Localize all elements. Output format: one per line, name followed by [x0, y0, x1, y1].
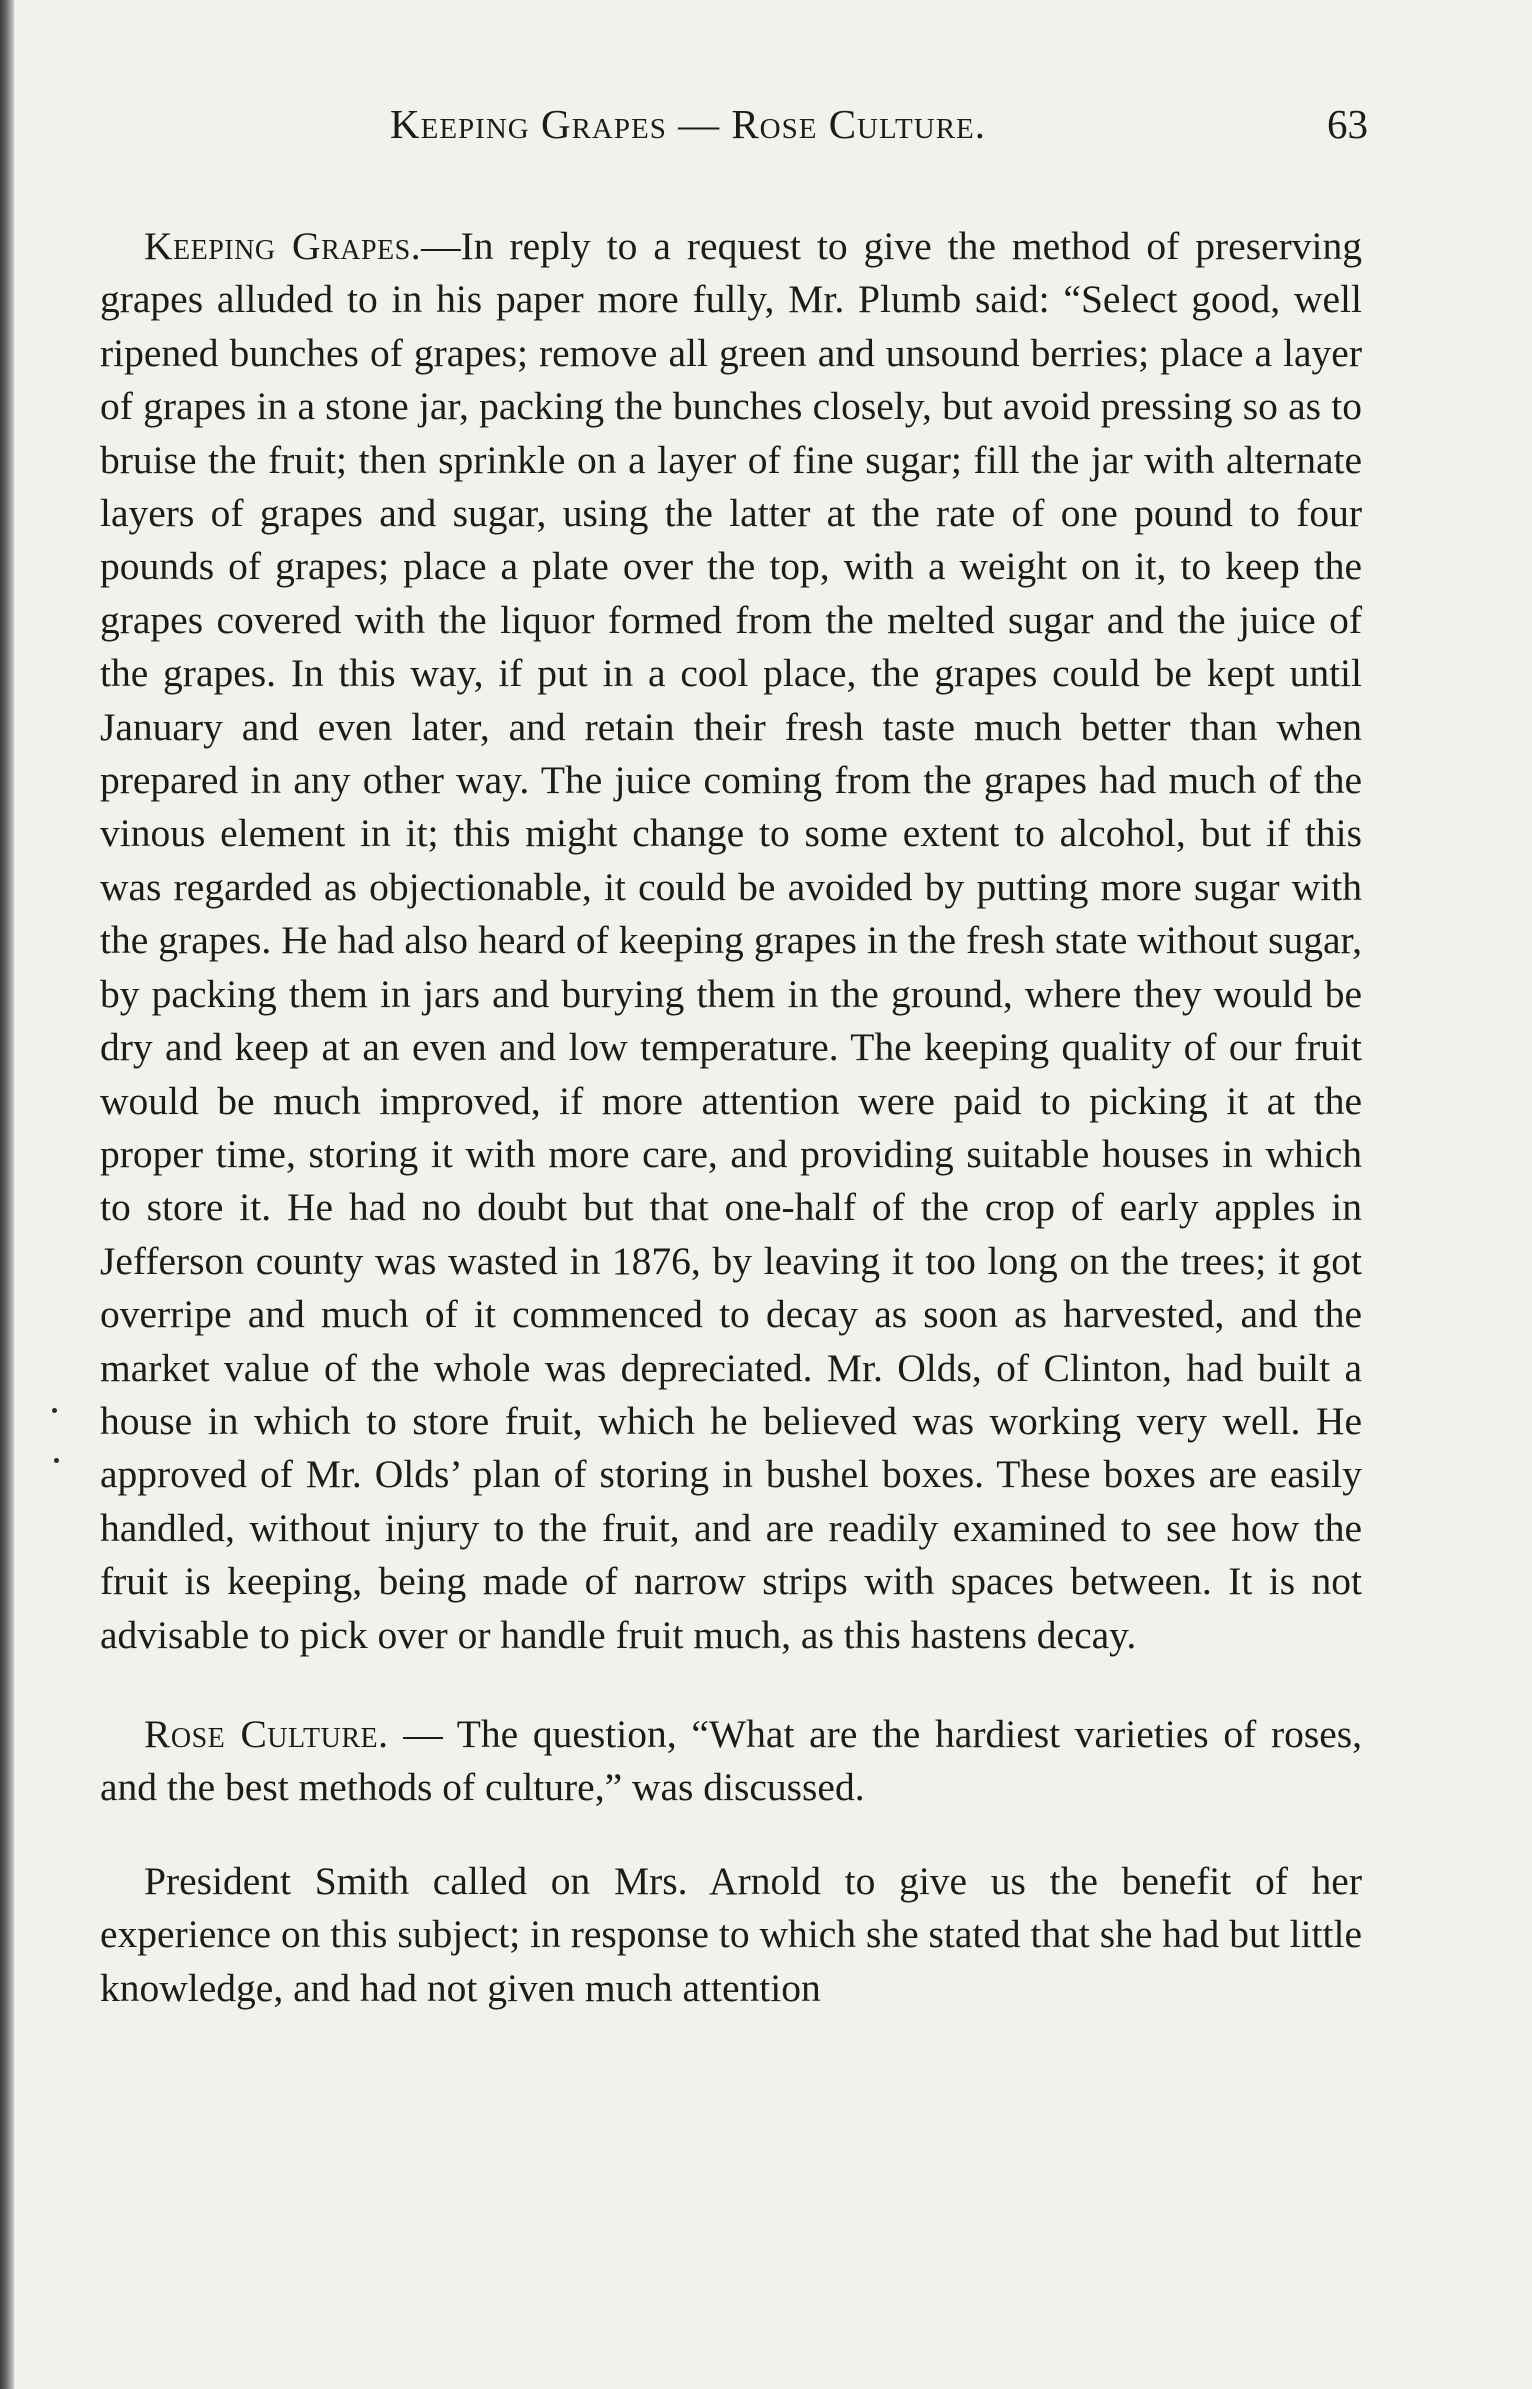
running-head — [100, 90, 1368, 162]
paragraph-keeping-grapes — [100, 220, 1362, 1662]
margin-mark — [54, 1458, 59, 1463]
page-number: 63 — [1327, 101, 1368, 147]
section-lead: Keeping Grapes. — [144, 224, 422, 268]
paragraph-text: —In reply to a request to give the method of preserving grapes alluded to in his paper more fully, Mr. Plumb said: “Select good, well ripened bunches of grapes; remove all green and unsound berries; place a layer of grapes in a stone jar, packing the bunches closely, but avoid pressing so as to bruise the fruit; then sprinkle on a layer of fine sugar; fill the jar with alternate layers of grapes and sugar, using the latter at the rate of one pound to four pounds of grapes; place a plate over the top, with a weight on it, to keep the grapes covered with the liquor formed from the melted sugar and the juice of the grapes. In this way, if put in a cool place, the grapes could be kept until January and even later, and retain their fresh taste much better than when prepared in any other way. The juice coming from the grapes had much of the vinous element in it; this might change to some extent to alcohol, but if this was regarded as objectionable, it could be avoided by putting more sugar with the grapes. He had also heard of keeping grapes in the fresh state without sugar, by packing them in jars and burying them in the ground, where they would be dry and keep at an even and low temperature. The keeping quality of our fruit would be much improved, if more attention were paid to picking it at the proper time, storing it with more care, and providing suitable houses in which to store it. He had no doubt but that one-half of the crop of early apples in Jefferson county was wasted in 1876, by leaving it too long on the trees; it got overripe and much of it commenced to decay as soon as harvested, and the market value of the whole was depreciated. Mr. Olds, of Clinton, had built a house in which to store fruit, which he believed was working very well. He approved of Mr. Olds’ plan of storing in bushel boxes. These boxes are easily handled, without injury to the fruit, and are readily examined to see how the fruit is keeping, being made of narrow strips with spaces between. It is not advisable to pick over or handle fruit much, as this hastens decay. — [100, 224, 1362, 1657]
book-page — [100, 90, 1368, 2015]
paragraph-president-smith — [100, 1855, 1362, 2015]
paragraph-text: President Smith called on Mrs. Arnold to give us the benefit of her experience on this subject; in response to which she stated that she had but little knowledge, and had not given much attention — [100, 1858, 1362, 2010]
paragraph-text: — The question, “What are the hardiest varieties of roses, and the best methods of culture,” was discussed. — [100, 1711, 1362, 1810]
margin-mark — [52, 1408, 57, 1413]
running-title: Keeping Grapes — Rose Culture. — [390, 101, 987, 147]
section-lead: Rose Culture. — [144, 1711, 389, 1756]
page-binding-edge — [0, 0, 14, 2389]
paragraph-rose-culture — [100, 1708, 1362, 1815]
